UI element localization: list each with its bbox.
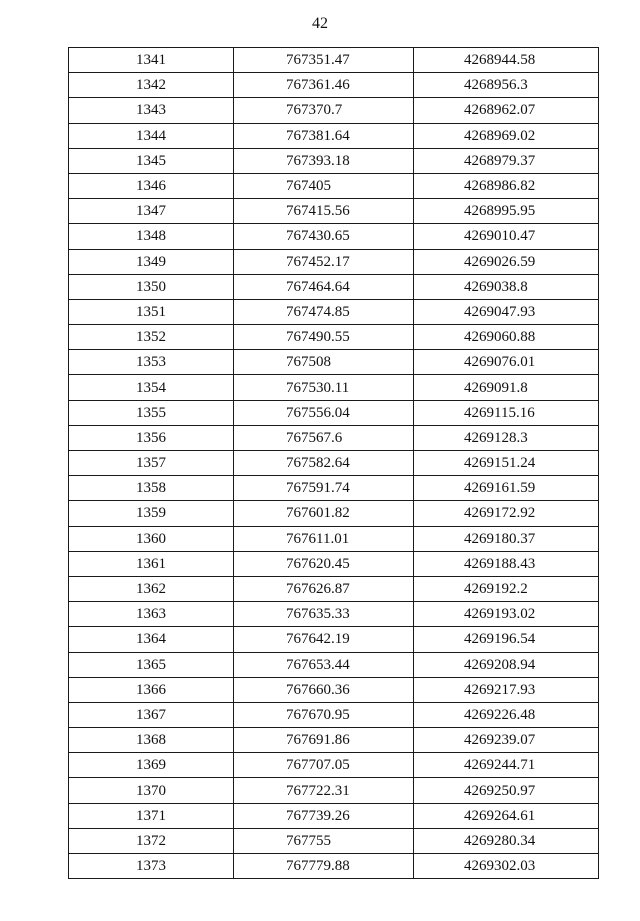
point-number-cell: 1369 [69, 753, 234, 778]
table-row [69, 702, 599, 727]
x-coordinate-cell: 767452.17 [234, 249, 414, 274]
table-row [69, 274, 599, 299]
point-number-cell: 1367 [69, 702, 234, 727]
x-coordinate-cell: 767642.19 [234, 627, 414, 652]
point-number-cell: 1362 [69, 576, 234, 601]
y-coordinate-cell: 4269091.8 [414, 375, 599, 400]
coordinates-table-body [69, 48, 599, 879]
table-row [69, 627, 599, 652]
point-number-cell: 1354 [69, 375, 234, 400]
x-coordinate-cell: 767601.82 [234, 501, 414, 526]
table-row [69, 526, 599, 551]
point-number-cell: 1373 [69, 854, 234, 879]
point-number-cell: 1360 [69, 526, 234, 551]
point-number-cell: 1356 [69, 425, 234, 450]
x-coordinate-cell: 767611.01 [234, 526, 414, 551]
x-coordinate-cell: 767474.85 [234, 299, 414, 324]
point-number-cell: 1346 [69, 173, 234, 198]
y-coordinate-cell: 4269250.97 [414, 778, 599, 803]
x-coordinate-cell: 767739.26 [234, 803, 414, 828]
y-coordinate-cell: 4269128.3 [414, 425, 599, 450]
x-coordinate-cell: 767755 [234, 828, 414, 853]
x-coordinate-cell: 767490.55 [234, 325, 414, 350]
coordinates-table [68, 47, 599, 879]
table-row [69, 677, 599, 702]
table-row [69, 652, 599, 677]
point-number-cell: 1372 [69, 828, 234, 853]
y-coordinate-cell: 4269217.93 [414, 677, 599, 702]
table-row [69, 425, 599, 450]
x-coordinate-cell: 767464.64 [234, 274, 414, 299]
x-coordinate-cell: 767361.46 [234, 73, 414, 98]
point-number-cell: 1342 [69, 73, 234, 98]
y-coordinate-cell: 4268986.82 [414, 173, 599, 198]
point-number-cell: 1355 [69, 400, 234, 425]
x-coordinate-cell: 767430.65 [234, 224, 414, 249]
point-number-cell: 1341 [69, 48, 234, 73]
table-row [69, 299, 599, 324]
table-row [69, 753, 599, 778]
y-coordinate-cell: 4268969.02 [414, 123, 599, 148]
table-row [69, 451, 599, 476]
table-row [69, 803, 599, 828]
x-coordinate-cell: 767620.45 [234, 551, 414, 576]
table-row [69, 224, 599, 249]
x-coordinate-cell: 767670.95 [234, 702, 414, 727]
point-number-cell: 1361 [69, 551, 234, 576]
y-coordinate-cell: 4269193.02 [414, 602, 599, 627]
y-coordinate-cell: 4269196.54 [414, 627, 599, 652]
page-number: 42 [312, 15, 328, 32]
table-row [69, 400, 599, 425]
table-row [69, 199, 599, 224]
point-number-cell: 1365 [69, 652, 234, 677]
table-row [69, 173, 599, 198]
point-number-cell: 1357 [69, 451, 234, 476]
x-coordinate-cell: 767722.31 [234, 778, 414, 803]
y-coordinate-cell: 4269172.92 [414, 501, 599, 526]
x-coordinate-cell: 767691.86 [234, 728, 414, 753]
point-number-cell: 1351 [69, 299, 234, 324]
table-row [69, 98, 599, 123]
table-row [69, 576, 599, 601]
point-number-cell: 1359 [69, 501, 234, 526]
x-coordinate-cell: 767591.74 [234, 476, 414, 501]
y-coordinate-cell: 4268962.07 [414, 98, 599, 123]
table-row [69, 123, 599, 148]
x-coordinate-cell: 767779.88 [234, 854, 414, 879]
point-number-cell: 1350 [69, 274, 234, 299]
y-coordinate-cell: 4268944.58 [414, 48, 599, 73]
x-coordinate-cell: 767635.33 [234, 602, 414, 627]
point-number-cell: 1344 [69, 123, 234, 148]
point-number-cell: 1364 [69, 627, 234, 652]
x-coordinate-cell: 767530.11 [234, 375, 414, 400]
point-number-cell: 1358 [69, 476, 234, 501]
y-coordinate-cell: 4269026.59 [414, 249, 599, 274]
table-row [69, 501, 599, 526]
table-row [69, 375, 599, 400]
x-coordinate-cell: 767660.36 [234, 677, 414, 702]
point-number-cell: 1349 [69, 249, 234, 274]
y-coordinate-cell: 4268979.37 [414, 148, 599, 173]
table-row [69, 828, 599, 853]
x-coordinate-cell: 767653.44 [234, 652, 414, 677]
table-row [69, 148, 599, 173]
point-number-cell: 1363 [69, 602, 234, 627]
x-coordinate-cell: 767351.47 [234, 48, 414, 73]
point-number-cell: 1366 [69, 677, 234, 702]
y-coordinate-cell: 4269038.8 [414, 274, 599, 299]
x-coordinate-cell: 767626.87 [234, 576, 414, 601]
table-row [69, 249, 599, 274]
y-coordinate-cell: 4269239.07 [414, 728, 599, 753]
table-row [69, 350, 599, 375]
y-coordinate-cell: 4269060.88 [414, 325, 599, 350]
point-number-cell: 1345 [69, 148, 234, 173]
y-coordinate-cell: 4268995.95 [414, 199, 599, 224]
y-coordinate-cell: 4269115.16 [414, 400, 599, 425]
table-row [69, 778, 599, 803]
x-coordinate-cell: 767381.64 [234, 123, 414, 148]
y-coordinate-cell: 4269010.47 [414, 224, 599, 249]
y-coordinate-cell: 4269047.93 [414, 299, 599, 324]
y-coordinate-cell: 4269208.94 [414, 652, 599, 677]
table-row [69, 728, 599, 753]
table-row [69, 73, 599, 98]
x-coordinate-cell: 767556.04 [234, 400, 414, 425]
point-number-cell: 1371 [69, 803, 234, 828]
x-coordinate-cell: 767405 [234, 173, 414, 198]
y-coordinate-cell: 4269192.2 [414, 576, 599, 601]
x-coordinate-cell: 767415.56 [234, 199, 414, 224]
x-coordinate-cell: 767707.05 [234, 753, 414, 778]
table-row [69, 551, 599, 576]
y-coordinate-cell: 4269151.24 [414, 451, 599, 476]
point-number-cell: 1348 [69, 224, 234, 249]
y-coordinate-cell: 4269076.01 [414, 350, 599, 375]
point-number-cell: 1368 [69, 728, 234, 753]
y-coordinate-cell: 4269180.37 [414, 526, 599, 551]
y-coordinate-cell: 4269226.48 [414, 702, 599, 727]
point-number-cell: 1347 [69, 199, 234, 224]
point-number-cell: 1370 [69, 778, 234, 803]
y-coordinate-cell: 4269280.34 [414, 828, 599, 853]
x-coordinate-cell: 767582.64 [234, 451, 414, 476]
y-coordinate-cell: 4269244.71 [414, 753, 599, 778]
x-coordinate-cell: 767370.7 [234, 98, 414, 123]
point-number-cell: 1343 [69, 98, 234, 123]
y-coordinate-cell: 4269161.59 [414, 476, 599, 501]
y-coordinate-cell: 4269302.03 [414, 854, 599, 879]
table-row [69, 854, 599, 879]
table-row [69, 476, 599, 501]
y-coordinate-cell: 4269264.61 [414, 803, 599, 828]
table-row [69, 325, 599, 350]
x-coordinate-cell: 767508 [234, 350, 414, 375]
x-coordinate-cell: 767393.18 [234, 148, 414, 173]
point-number-cell: 1353 [69, 350, 234, 375]
x-coordinate-cell: 767567.6 [234, 425, 414, 450]
point-number-cell: 1352 [69, 325, 234, 350]
table-row [69, 602, 599, 627]
y-coordinate-cell: 4269188.43 [414, 551, 599, 576]
table-row [69, 48, 599, 73]
y-coordinate-cell: 4268956.3 [414, 73, 599, 98]
